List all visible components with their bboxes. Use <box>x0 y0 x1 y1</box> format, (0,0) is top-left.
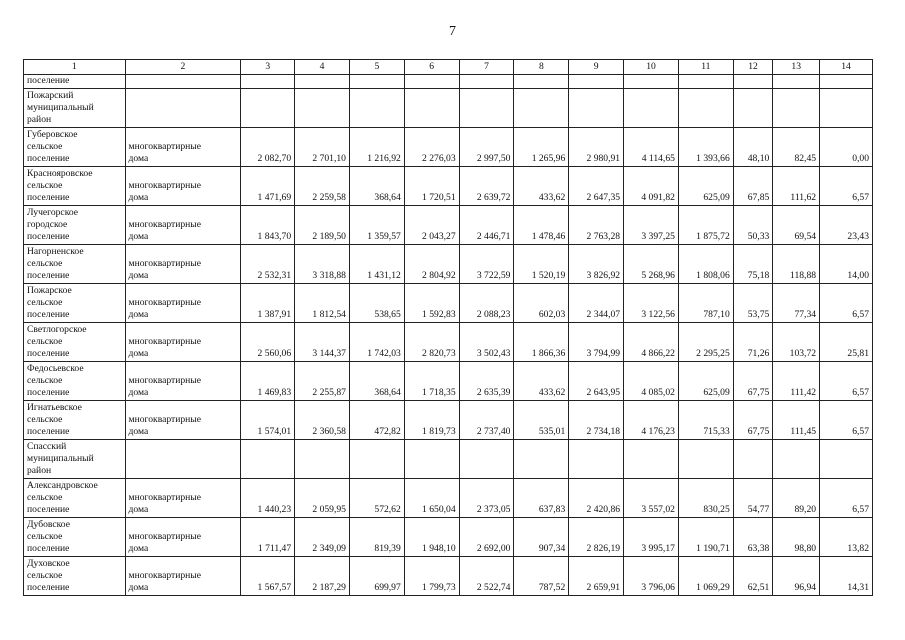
value-cell <box>349 89 404 128</box>
value-cell: 2 344,07 <box>569 284 624 323</box>
value-cell: 25,81 <box>820 323 873 362</box>
value-cell: 2 804,92 <box>404 245 459 284</box>
value-cell: 4 176,23 <box>624 401 679 440</box>
value-cell: 538,65 <box>349 284 404 323</box>
value-cell: 111,62 <box>773 167 820 206</box>
housing-type-line: многоквартирные <box>128 336 201 347</box>
column-number: 5 <box>349 60 404 75</box>
value-cell <box>569 440 624 479</box>
value-cell <box>733 75 773 89</box>
value-cell: 602,03 <box>514 284 569 323</box>
tariff-table <box>23 59 873 596</box>
value-cell <box>241 440 295 479</box>
housing-type-line: дома <box>128 582 149 593</box>
value-cell <box>241 89 295 128</box>
housing-type-line: дома <box>128 387 149 398</box>
settlement-name-cell <box>24 128 126 167</box>
housing-type-cell <box>125 557 241 596</box>
value-cell: 2 635,39 <box>459 362 514 401</box>
value-cell: 1 440,23 <box>241 479 295 518</box>
page-number: 7 <box>449 24 456 39</box>
settlement-name-cell <box>24 167 126 206</box>
value-cell: 3 122,56 <box>624 284 679 323</box>
table-row <box>24 440 873 479</box>
housing-type-line: многоквартирные <box>128 414 201 425</box>
housing-type-line: многоквартирные <box>128 492 201 503</box>
table-row <box>24 557 873 596</box>
settlement-name-line: Краснояровское <box>27 168 93 179</box>
housing-type-line: многоквартирные <box>128 258 201 269</box>
column-number: 6 <box>404 60 459 75</box>
value-cell: 1 387,91 <box>241 284 295 323</box>
value-cell: 77,34 <box>773 284 820 323</box>
value-cell: 699,97 <box>349 557 404 596</box>
settlement-name-line: сельское <box>27 258 63 269</box>
settlement-name-line: Духовское <box>27 558 70 569</box>
settlement-name-cell <box>24 89 126 128</box>
housing-type-cell <box>125 323 241 362</box>
value-cell: 4 085,02 <box>624 362 679 401</box>
value-cell: 715,33 <box>678 401 733 440</box>
value-cell: 535,01 <box>514 401 569 440</box>
value-cell: 75,18 <box>733 245 773 284</box>
value-cell: 2 820,73 <box>404 323 459 362</box>
value-cell <box>624 440 679 479</box>
value-cell: 2 255,87 <box>295 362 350 401</box>
column-number: 12 <box>733 60 773 75</box>
housing-type-line: многоквартирные <box>128 180 201 191</box>
settlement-name-cell <box>24 518 126 557</box>
table-row <box>24 479 873 518</box>
settlement-name-line: поселение <box>27 153 70 164</box>
value-cell: 3 318,88 <box>295 245 350 284</box>
value-cell <box>773 89 820 128</box>
value-cell: 2 276,03 <box>404 128 459 167</box>
value-cell: 4 091,82 <box>624 167 679 206</box>
housing-type-line: многоквартирные <box>128 531 201 542</box>
value-cell <box>820 75 873 89</box>
value-cell: 48,10 <box>733 128 773 167</box>
value-cell: 433,62 <box>514 362 569 401</box>
value-cell: 1 718,35 <box>404 362 459 401</box>
value-cell: 53,75 <box>733 284 773 323</box>
housing-type-cell <box>125 284 241 323</box>
value-cell: 71,26 <box>733 323 773 362</box>
value-cell: 67,75 <box>733 362 773 401</box>
value-cell: 6,57 <box>820 284 873 323</box>
column-number: 11 <box>678 60 733 75</box>
housing-type-line: дома <box>128 309 149 320</box>
value-cell: 1 520,19 <box>514 245 569 284</box>
value-cell: 3 144,37 <box>295 323 350 362</box>
settlement-name-line: поселение <box>27 582 70 593</box>
housing-type-cell <box>125 401 241 440</box>
value-cell: 2 532,31 <box>241 245 295 284</box>
housing-type-line: дома <box>128 426 149 437</box>
value-cell: 3 826,92 <box>569 245 624 284</box>
value-cell: 1 469,83 <box>241 362 295 401</box>
housing-type-line: дома <box>128 192 149 203</box>
settlement-name-line: сельское <box>27 375 63 386</box>
housing-type-line: дома <box>128 543 149 554</box>
value-cell: 2 420,86 <box>569 479 624 518</box>
value-cell <box>349 75 404 89</box>
value-cell: 2 295,25 <box>678 323 733 362</box>
value-cell: 98,80 <box>773 518 820 557</box>
settlement-name-line: сельское <box>27 297 63 308</box>
value-cell <box>678 75 733 89</box>
value-cell <box>569 75 624 89</box>
value-cell: 3 995,17 <box>624 518 679 557</box>
settlement-name-cell <box>24 284 126 323</box>
value-cell <box>820 89 873 128</box>
value-cell: 13,82 <box>820 518 873 557</box>
table-row <box>24 245 873 284</box>
value-cell: 2 737,40 <box>459 401 514 440</box>
value-cell <box>514 89 569 128</box>
value-cell: 625,09 <box>678 362 733 401</box>
table-row <box>24 206 873 245</box>
housing-type-cell <box>125 362 241 401</box>
value-cell: 2 259,58 <box>295 167 350 206</box>
value-cell: 4 114,65 <box>624 128 679 167</box>
value-cell: 62,51 <box>733 557 773 596</box>
value-cell <box>678 89 733 128</box>
table-row <box>24 401 873 440</box>
value-cell: 67,85 <box>733 167 773 206</box>
settlement-name-line: поселение <box>27 543 70 554</box>
housing-type-cell <box>125 245 241 284</box>
settlement-name-line: Игнатьевское <box>27 402 82 413</box>
value-cell: 472,82 <box>349 401 404 440</box>
value-cell: 6,57 <box>820 167 873 206</box>
value-cell: 1 574,01 <box>241 401 295 440</box>
value-cell: 1 799,73 <box>404 557 459 596</box>
value-cell <box>295 440 350 479</box>
value-cell: 6,57 <box>820 401 873 440</box>
value-cell: 3 796,06 <box>624 557 679 596</box>
settlement-name-cell <box>24 479 126 518</box>
value-cell: 1 650,04 <box>404 479 459 518</box>
value-cell: 2 647,35 <box>569 167 624 206</box>
value-cell: 2 826,19 <box>569 518 624 557</box>
column-number: 2 <box>125 60 241 75</box>
housing-type-line: многоквартирные <box>128 375 201 386</box>
value-cell: 50,33 <box>733 206 773 245</box>
settlement-name-line: сельское <box>27 141 63 152</box>
value-cell: 368,64 <box>349 362 404 401</box>
settlement-name-cell <box>24 440 126 479</box>
value-cell: 0,00 <box>820 128 873 167</box>
housing-type-cell <box>125 128 241 167</box>
value-cell: 2 734,18 <box>569 401 624 440</box>
settlement-name-line: муниципальный <box>27 453 94 464</box>
value-cell: 82,45 <box>773 128 820 167</box>
settlement-name-line: Спасский <box>27 441 67 452</box>
value-cell: 1 711,47 <box>241 518 295 557</box>
value-cell: 2 446,71 <box>459 206 514 245</box>
value-cell <box>404 75 459 89</box>
settlement-name-line: Лучегорское <box>27 207 79 218</box>
column-number: 14 <box>820 60 873 75</box>
value-cell: 2 980,91 <box>569 128 624 167</box>
value-cell <box>733 440 773 479</box>
housing-type-line: дома <box>128 231 149 242</box>
column-number: 1 <box>24 60 126 75</box>
column-number: 13 <box>773 60 820 75</box>
housing-type-line: многоквартирные <box>128 297 201 308</box>
housing-type-cell <box>125 75 241 89</box>
value-cell: 2 189,50 <box>295 206 350 245</box>
housing-type-line: дома <box>128 348 149 359</box>
value-cell: 2 997,50 <box>459 128 514 167</box>
housing-type-cell <box>125 206 241 245</box>
settlement-name-line: муниципальный <box>27 102 94 113</box>
value-cell: 3 557,02 <box>624 479 679 518</box>
value-cell: 2 349,09 <box>295 518 350 557</box>
value-cell: 637,83 <box>514 479 569 518</box>
settlement-name-line: Пожарское <box>27 285 72 296</box>
housing-type-line: дома <box>128 153 149 164</box>
table-row <box>24 75 873 89</box>
value-cell: 2 082,70 <box>241 128 295 167</box>
value-cell: 1 808,06 <box>678 245 733 284</box>
settlement-name-line: поселение <box>27 504 70 515</box>
value-cell <box>514 440 569 479</box>
settlement-name-line: городское <box>27 219 68 230</box>
value-cell: 67,75 <box>733 401 773 440</box>
table-row <box>24 362 873 401</box>
housing-type-line: дома <box>128 504 149 515</box>
settlement-name-line: сельское <box>27 414 63 425</box>
value-cell: 54,77 <box>733 479 773 518</box>
value-cell: 1 431,12 <box>349 245 404 284</box>
settlement-name-line: поселение <box>27 75 70 86</box>
value-cell <box>820 440 873 479</box>
value-cell: 1 819,73 <box>404 401 459 440</box>
settlement-name-cell <box>24 206 126 245</box>
value-cell: 1 265,96 <box>514 128 569 167</box>
value-cell: 2 639,72 <box>459 167 514 206</box>
value-cell <box>459 75 514 89</box>
settlement-name-line: Дубовское <box>27 519 70 530</box>
settlement-name-cell <box>24 557 126 596</box>
value-cell <box>241 75 295 89</box>
value-cell: 3 794,99 <box>569 323 624 362</box>
value-cell <box>349 440 404 479</box>
housing-type-cell <box>125 167 241 206</box>
value-cell: 830,25 <box>678 479 733 518</box>
value-cell: 23,43 <box>820 206 873 245</box>
housing-type-cell <box>125 479 241 518</box>
value-cell: 96,94 <box>773 557 820 596</box>
table-row <box>24 518 873 557</box>
value-cell <box>773 440 820 479</box>
settlement-name-line: поселение <box>27 231 70 242</box>
value-cell <box>773 75 820 89</box>
value-cell <box>678 440 733 479</box>
value-cell: 2 360,58 <box>295 401 350 440</box>
settlement-name-cell <box>24 362 126 401</box>
value-cell: 1 812,54 <box>295 284 350 323</box>
settlement-name-line: поселение <box>27 270 70 281</box>
settlement-name-line: поселение <box>27 309 70 320</box>
column-number: 8 <box>514 60 569 75</box>
value-cell: 1 216,92 <box>349 128 404 167</box>
settlement-name-line: сельское <box>27 180 63 191</box>
settlement-name-line: Нагорненское <box>27 246 84 257</box>
column-number: 7 <box>459 60 514 75</box>
value-cell: 433,62 <box>514 167 569 206</box>
value-cell <box>624 75 679 89</box>
settlement-name-cell <box>24 323 126 362</box>
value-cell: 787,52 <box>514 557 569 596</box>
value-cell: 1 069,29 <box>678 557 733 596</box>
value-cell: 2 059,95 <box>295 479 350 518</box>
column-number: 4 <box>295 60 350 75</box>
table-row <box>24 89 873 128</box>
settlement-name-line: Пожарский <box>27 90 74 101</box>
value-cell: 572,62 <box>349 479 404 518</box>
value-cell: 14,00 <box>820 245 873 284</box>
settlement-name-line: Светлогорское <box>27 324 87 335</box>
settlement-name-line: поселение <box>27 348 70 359</box>
value-cell: 2 522,74 <box>459 557 514 596</box>
housing-type-cell <box>125 518 241 557</box>
value-cell: 1 567,57 <box>241 557 295 596</box>
value-cell: 368,64 <box>349 167 404 206</box>
value-cell: 5 268,96 <box>624 245 679 284</box>
settlement-name-line: сельское <box>27 336 63 347</box>
value-cell: 111,42 <box>773 362 820 401</box>
value-cell: 1 190,71 <box>678 518 733 557</box>
settlement-name-line: район <box>27 114 52 125</box>
value-cell: 907,34 <box>514 518 569 557</box>
column-number-row <box>24 60 873 75</box>
settlement-name-line: сельское <box>27 492 63 503</box>
value-cell: 1 359,57 <box>349 206 404 245</box>
value-cell: 14,31 <box>820 557 873 596</box>
value-cell: 2 088,23 <box>459 284 514 323</box>
value-cell: 2 692,00 <box>459 518 514 557</box>
value-cell: 1 742,03 <box>349 323 404 362</box>
settlement-name-line: район <box>27 465 52 476</box>
value-cell: 2 701,10 <box>295 128 350 167</box>
value-cell: 2 560,06 <box>241 323 295 362</box>
column-number: 9 <box>569 60 624 75</box>
housing-type-cell <box>125 89 241 128</box>
settlement-name-cell <box>24 245 126 284</box>
value-cell <box>404 440 459 479</box>
value-cell: 2 659,91 <box>569 557 624 596</box>
table-row <box>24 323 873 362</box>
value-cell: 6,57 <box>820 479 873 518</box>
value-cell: 118,88 <box>773 245 820 284</box>
value-cell <box>295 89 350 128</box>
value-cell <box>514 75 569 89</box>
value-cell: 1 843,70 <box>241 206 295 245</box>
value-cell: 4 866,22 <box>624 323 679 362</box>
settlement-name-cell <box>24 75 126 89</box>
table-row <box>24 167 873 206</box>
value-cell: 1 478,46 <box>514 206 569 245</box>
value-cell: 2 373,05 <box>459 479 514 518</box>
settlement-name-line: Губеровское <box>27 129 78 140</box>
housing-type-line: многоквартирные <box>128 570 201 581</box>
table-row <box>24 128 873 167</box>
value-cell: 3 502,43 <box>459 323 514 362</box>
value-cell <box>624 89 679 128</box>
value-cell <box>295 75 350 89</box>
value-cell <box>733 89 773 128</box>
table-row <box>24 284 873 323</box>
value-cell: 2 763,28 <box>569 206 624 245</box>
value-cell: 6,57 <box>820 362 873 401</box>
value-cell: 1 720,51 <box>404 167 459 206</box>
settlement-name-line: поселение <box>27 426 70 437</box>
column-number: 3 <box>241 60 295 75</box>
value-cell: 89,20 <box>773 479 820 518</box>
value-cell: 1 948,10 <box>404 518 459 557</box>
value-cell <box>404 89 459 128</box>
value-cell: 1 393,66 <box>678 128 733 167</box>
housing-type-cell <box>125 440 241 479</box>
value-cell: 625,09 <box>678 167 733 206</box>
value-cell <box>459 89 514 128</box>
value-cell: 103,72 <box>773 323 820 362</box>
value-cell <box>459 440 514 479</box>
value-cell: 3 722,59 <box>459 245 514 284</box>
housing-type-line: многоквартирные <box>128 219 201 230</box>
settlement-name-line: сельское <box>27 531 63 542</box>
value-cell: 787,10 <box>678 284 733 323</box>
settlement-name-line: сельское <box>27 570 63 581</box>
value-cell: 63,38 <box>733 518 773 557</box>
value-cell: 819,39 <box>349 518 404 557</box>
settlement-name-line: поселение <box>27 387 70 398</box>
value-cell: 69,54 <box>773 206 820 245</box>
column-number: 10 <box>624 60 679 75</box>
value-cell: 3 397,25 <box>624 206 679 245</box>
value-cell: 1 875,72 <box>678 206 733 245</box>
value-cell: 1 592,83 <box>404 284 459 323</box>
settlement-name-line: поселение <box>27 192 70 203</box>
value-cell: 2 043,27 <box>404 206 459 245</box>
housing-type-line: дома <box>128 270 149 281</box>
value-cell <box>569 89 624 128</box>
settlement-name-cell <box>24 401 126 440</box>
value-cell: 1 471,69 <box>241 167 295 206</box>
settlement-name-line: Федосьевское <box>27 363 84 374</box>
value-cell: 2 187,29 <box>295 557 350 596</box>
housing-type-line: многоквартирные <box>128 141 201 152</box>
value-cell: 2 643,95 <box>569 362 624 401</box>
value-cell: 111,45 <box>773 401 820 440</box>
settlement-name-line: Александровское <box>27 480 98 491</box>
value-cell: 1 866,36 <box>514 323 569 362</box>
